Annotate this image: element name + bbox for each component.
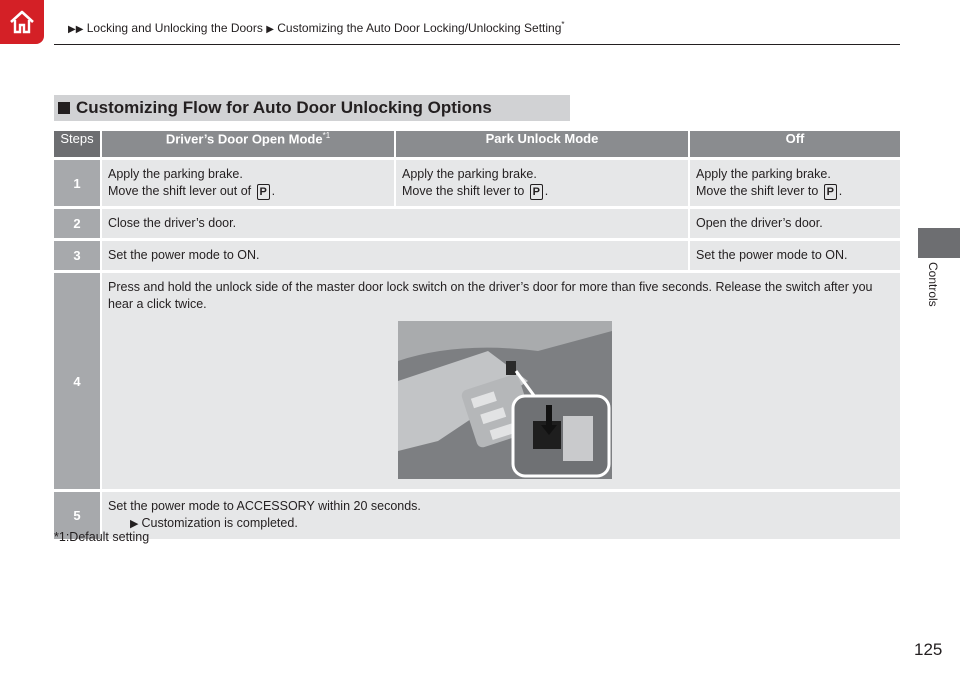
step-number: 4 — [54, 273, 100, 489]
table-header-row — [54, 131, 900, 157]
row1-off-line1: Apply the parking brake. — [696, 167, 831, 181]
header-rule — [54, 44, 900, 45]
header-park-mode: Park Unlock Mode — [394, 131, 688, 157]
header-off: Off — [688, 131, 900, 157]
step-number: 1 — [54, 160, 100, 206]
header-steps: Steps — [54, 131, 100, 157]
section-title — [54, 95, 570, 121]
breadcrumb-arrow-icon: ▶▶ — [68, 24, 84, 35]
header-driver-mode-text: Driver’s Door Open Mode — [165, 131, 323, 147]
table-row — [54, 273, 900, 489]
breadcrumb-link-locking[interactable]: Locking and Unlocking the Doors — [86, 21, 263, 35]
row1-off-line2: Move the shift lever to — [696, 184, 819, 198]
door-switch-illustration — [398, 321, 612, 479]
row1-park-line2: Move the shift lever to — [402, 184, 525, 198]
table-row — [54, 492, 900, 539]
result-arrow-icon: ▶ — [130, 518, 139, 530]
row2-off: Open the driver’s door. — [688, 209, 900, 238]
row3-left: Set the power mode to ON. — [100, 241, 688, 270]
header-driver-mark: *1 — [322, 131, 331, 140]
row1-driver-line1: Apply the parking brake. — [108, 167, 243, 181]
step-number: 2 — [54, 209, 100, 238]
row1-off: Apply the parking brake. Move the shift lever to P . — [688, 160, 900, 206]
breadcrumb-arrow-icon: ▶ — [266, 24, 274, 35]
side-label-text: Controls — [926, 262, 940, 307]
table-row — [54, 209, 900, 238]
breadcrumb — [68, 20, 565, 35]
park-key-icon: P — [257, 184, 270, 200]
park-key-icon: P — [530, 184, 543, 200]
side-label — [922, 262, 946, 322]
row4-text: Press and hold the unlock side of the master door lock switch on the driver’s door for more than five seconds. Release the switch after you hear a click twice. — [108, 280, 873, 311]
breadcrumb-mark: * — [561, 20, 565, 29]
row4-content — [100, 273, 900, 489]
flow-table — [54, 128, 900, 542]
breadcrumb-link-customizing[interactable]: Customizing the Auto Door Locking/Unlocking Setting — [277, 21, 562, 35]
row5-content — [100, 492, 900, 539]
home-icon — [7, 7, 37, 37]
row5-sub: Customization is completed. — [141, 516, 298, 530]
footnote: *1:Default setting — [54, 530, 150, 544]
header-driver-mode — [100, 131, 394, 157]
side-tab-marker[interactable] — [918, 228, 960, 258]
section-title-text: Customizing Flow for Auto Door Unlocking Options — [76, 98, 492, 117]
row5-text: Set the power mode to ACCESSORY within 20 seconds. — [108, 499, 421, 513]
square-bullet-icon — [58, 102, 70, 114]
step-number: 3 — [54, 241, 100, 270]
row1-park: Apply the parking brake. Move the shift lever to P . — [394, 160, 688, 206]
row3-off: Set the power mode to ON. — [688, 241, 900, 270]
page-number: 125 — [914, 640, 943, 659]
table-row — [54, 160, 900, 206]
row1-driver: Apply the parking brake. Move the shift lever out of P . — [100, 160, 394, 206]
row1-driver-line2: Move the shift lever out of — [108, 184, 252, 198]
table-row — [54, 241, 900, 270]
row1-park-line1: Apply the parking brake. — [402, 167, 537, 181]
row2-left: Close the driver’s door. — [100, 209, 688, 238]
park-key-icon: P — [824, 184, 837, 200]
step-number: 5 — [54, 492, 100, 539]
home-button[interactable] — [0, 0, 44, 44]
door-switch-photo — [398, 321, 612, 479]
